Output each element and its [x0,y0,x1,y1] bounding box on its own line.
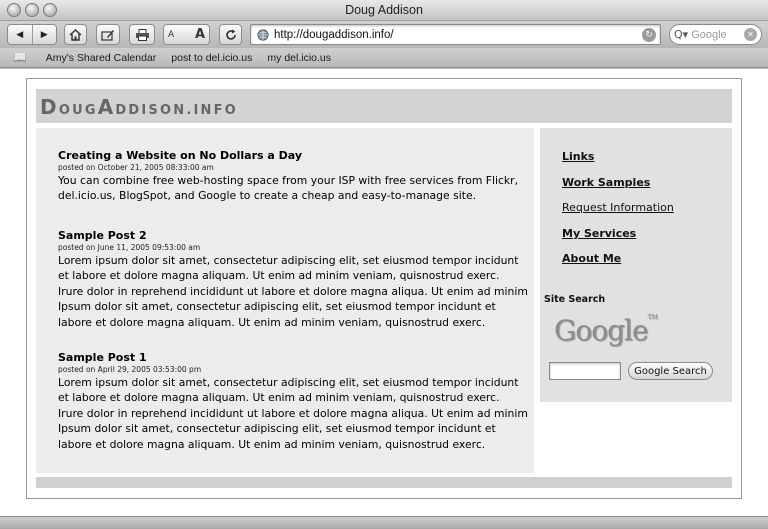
pencil-icon [101,29,115,41]
site-search-input[interactable] [549,362,621,380]
post-date: posted on October 21, 2005 08:33:00 am [58,163,214,172]
globe-icon [257,29,269,41]
sidebar-link-my-services[interactable]: My Services [562,227,637,240]
sidebar-link-request-information[interactable]: Request Information [562,201,674,214]
text-smaller-button[interactable]: A [168,29,175,40]
print-button[interactable] [129,24,155,45]
post-date: posted on June 11, 2005 09:53:00 am [58,243,201,252]
post-title: Sample Post 1 [58,351,147,364]
site-logo[interactable]: DOUGADDISON.INFO [40,95,238,119]
post-date: posted on April 29, 2005 03:53:00 pm [58,365,202,374]
site-footer [36,477,732,488]
snapback-icon[interactable]: ↻ [642,28,656,42]
bookmarks-book-icon[interactable]: 📖 [13,52,27,64]
search-placeholder: Google [691,28,727,41]
forward-button[interactable]: ▶ [40,29,48,40]
site-header [36,89,732,123]
reload-icon [225,29,237,41]
clear-search-icon[interactable]: ✕ [744,28,757,41]
web-viewport [0,69,768,516]
blog-post [58,229,528,330]
window-title: Doug Addison [345,3,423,17]
back-button[interactable]: ◀ [8,25,33,44]
post-body: Lorem ipsum dolor sit amet, consectetur adipiscing elit, set eiusmod tempor incidunt et labore et dolore magna aliquam. Ut enim ad minim veniam, quisnostrud exerc. Irure dolor in reprehend incididunt ut labore et dolore magna aliqua. Ut enim ad minim Ipsum dolor sit amet, consectetur adipiscing elit, set eiusmod tempor incidunt et labore et dolore magna aliquam. Ut enim ad minim veniam, quisnostrud exerc. [58,254,528,329]
text-bigger-button[interactable]: A [194,27,205,42]
window-titlebar [0,0,768,21]
toolbar-search-field[interactable] [669,24,762,45]
sidebar [540,128,732,402]
blog-post [58,149,528,204]
bookmark-item[interactable]: Amy's Shared Calendar [45,51,157,64]
google-search-button[interactable]: Google Search [628,362,713,380]
post-body: Lorem ipsum dolor sit amet, consectetur adipiscing elit, set eiusmod tempor incidunt et labore et dolore magna aliquam. Ut enim ad minim veniam, quisnostrud exerc. Irure dolor in reprehend incididunt ut labore et dolore magna aliqua. Ut enim ad minim Ipsum dolor sit amet, consectetur adipiscing elit, set eiusmod tempor incidunt et labore et dolore magna aliquam. Ut enim ad minim veniam, quisnostrud exerc. [58,376,528,451]
address-bar[interactable] [250,24,661,45]
google-logo: Google™ [554,314,658,347]
main-content [36,128,534,473]
printer-icon [135,29,150,41]
blog-post [58,351,528,452]
back-forward-group [7,24,57,45]
sidebar-link-links[interactable]: Links [562,150,595,163]
search-icon: Q▾ [674,28,689,41]
window-bottom-bar [0,516,768,529]
post-title: Sample Post 2 [58,229,147,242]
page-container [26,78,742,499]
site-search-heading: Site Search [544,294,606,305]
bookmark-item[interactable]: my del.icio.us [267,51,332,64]
sidebar-link-about-me[interactable]: About Me [562,252,622,265]
sidebar-link-work-samples[interactable]: Work Samples [562,176,651,189]
text-size-group [163,24,210,45]
reload-button[interactable] [219,24,242,45]
browser-toolbar [0,21,768,48]
post-title: Creating a Website on No Dollars a Day [58,149,303,162]
bookmarks-bar [0,48,768,68]
url-text[interactable]: http://dougaddison.info/ [274,28,394,41]
post-body: You can combine free web-hosting space from your ISP with free services from Flickr, del.icio.us, BlogSpot, and Google to create a cheap and easy-to-manage site. [58,174,519,203]
home-button[interactable] [64,24,87,45]
bookmark-item[interactable]: post to del.icio.us [171,51,253,64]
bookmark-add-button[interactable] [96,24,120,45]
home-icon [69,29,82,41]
